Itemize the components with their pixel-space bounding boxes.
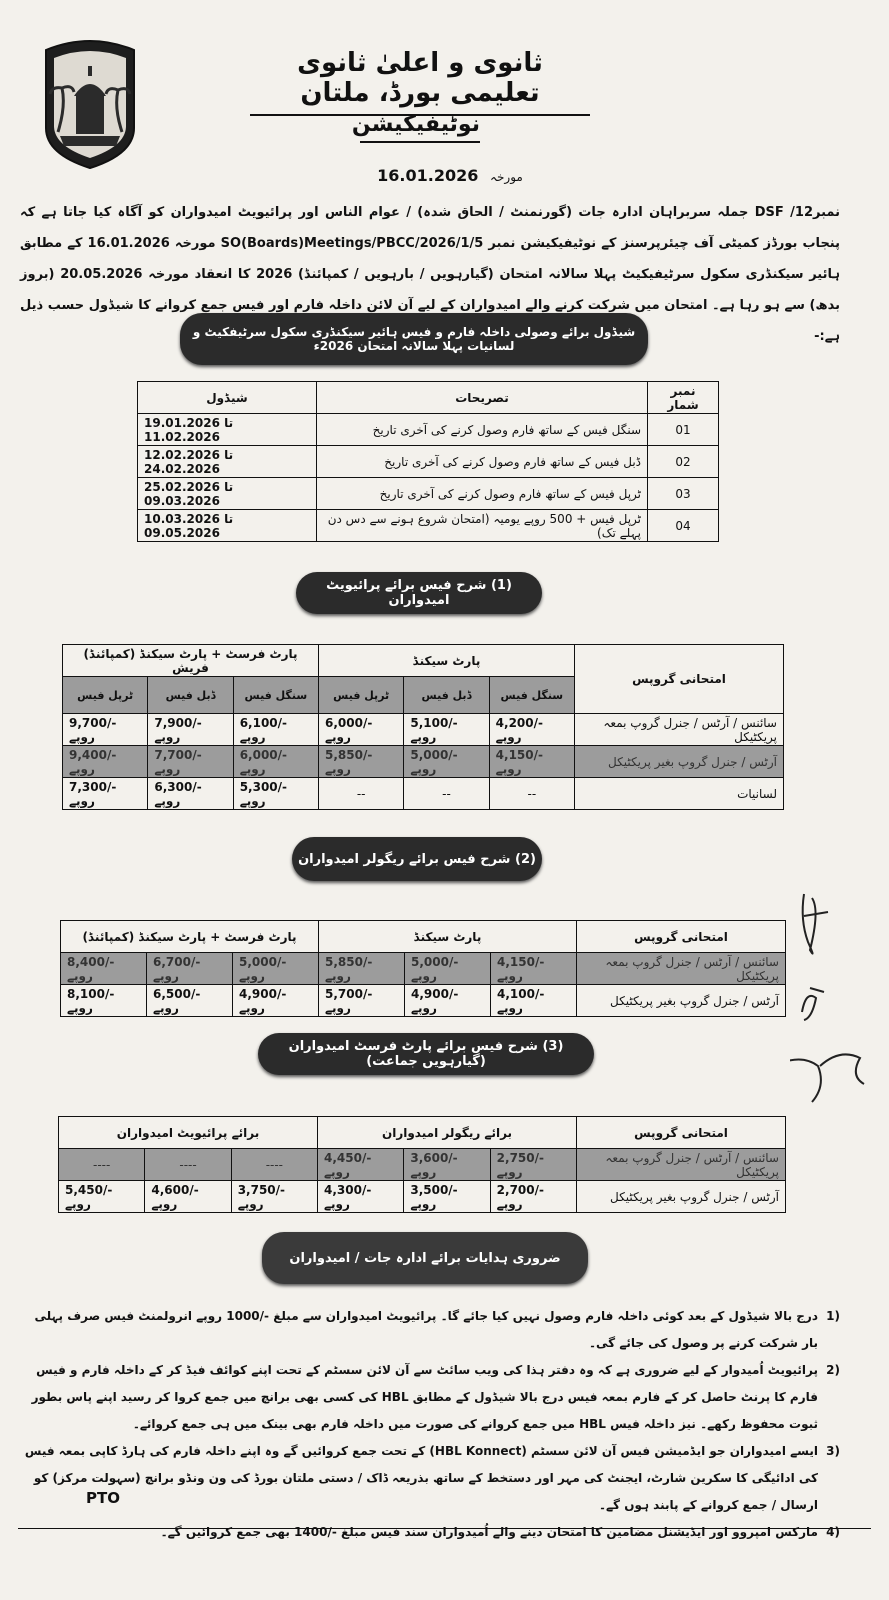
fee-cell: 4,600/- روپے: [145, 1181, 231, 1213]
fee-cell: 8,100/- روپے: [61, 985, 147, 1017]
board-crest-logo: [38, 36, 142, 170]
triple-fee-header: ٹرپل فیس: [319, 677, 404, 714]
row-description: ٹرپل فیس کے ساتھ فارم وصول کرنے کی آخری تاریخ: [317, 478, 648, 510]
fee-cell: 5,000/- روپے: [233, 953, 319, 985]
handwritten-initials: [790, 880, 880, 1160]
instruction-item: [20, 1303, 840, 1357]
fee-cell: 5,100/- روپے: [404, 714, 489, 746]
item-number: 3): [826, 1444, 840, 1458]
row-schedule: 25.02.2026 تا 09.03.2026: [138, 478, 317, 510]
row-description: ٹرپل فیس + 500 روپے یومیہ (امتحان شروع ہونے سے دس دن پہلے تک): [317, 510, 648, 542]
group-header: امتحانی گروپس: [577, 921, 786, 953]
schedule-banner: شیڈول برائے وصولی داخلہ فارم و فیس ہائیر سیکنڈری سکول سرٹیفکیٹ و لسانیات پہلا سالانہ امتحان 2026ء: [180, 313, 648, 365]
private-fees-banner: (1) شرح فیس برائے پرائیویٹ امیدواران: [296, 572, 542, 614]
table-row: [63, 778, 784, 810]
group-header: امتحانی گروپس: [577, 1117, 786, 1149]
col-description-header: تصریحات: [317, 382, 648, 414]
fee-cell: 2,750/- روپے: [490, 1149, 576, 1181]
item-number: 4): [826, 1525, 840, 1539]
schedule-table: [137, 381, 719, 542]
table-row: [59, 1181, 786, 1213]
private-header: برائے پرائیویٹ امیدواران: [59, 1117, 318, 1149]
notification-title: نوٹیفیکیشن: [360, 112, 480, 143]
table-row: [138, 446, 719, 478]
date-value: 16.01.2026: [377, 166, 479, 185]
row-group: آرٹس / جنرل گروپ بغیر پریکٹیکل: [577, 985, 786, 1017]
fee-cell: 5,000/- روپے: [404, 746, 489, 778]
date-label: مورخہ: [489, 170, 523, 184]
regular-header: برائے ریگولر امیدواران: [318, 1117, 577, 1149]
fee-cell: 6,300/- روپے: [148, 778, 233, 810]
row-serial: 03: [648, 478, 719, 510]
row-group: آرٹس / جنرل گروپ بغیر پریکٹیکل: [575, 746, 784, 778]
fee-cell: 7,300/- روپے: [63, 778, 148, 810]
regular-fees-banner: (2) شرح فیس برائے ریگولر امیدواران: [292, 837, 542, 881]
col-serial-header: نمبر شمار: [648, 382, 719, 414]
fee-cell: 3,600/- روپے: [404, 1149, 490, 1181]
row-description: سنگل فیس کے ساتھ فارم وصول کرنے کی آخری تاریخ: [317, 414, 648, 446]
reference-number: نمبر12/ DSF: [754, 205, 841, 220]
row-schedule: 10.03.2026 تا 09.05.2026: [138, 510, 317, 542]
single-fee-header: سنگل فیس: [489, 677, 574, 714]
fee-cell: 5,700/- روپے: [319, 985, 405, 1017]
triple-fee-header: ٹرپل فیس: [63, 677, 148, 714]
row-group: آرٹس / جنرل گروپ بغیر پریکٹیکل: [577, 1181, 786, 1213]
table-row: [63, 714, 784, 746]
row-group: سائنس / آرٹس / جنرل گروپ بمعہ پریکٹیکل: [575, 714, 784, 746]
table-header-row: [63, 645, 784, 677]
fee-cell: 4,900/- روپے: [233, 985, 319, 1017]
fee-cell: 4,300/- روپے: [318, 1181, 404, 1213]
single-fee-header: سنگل فیس: [233, 677, 318, 714]
item-text: ایسے امیدواران جو ایڈمیشن فیس آن لائن سسٹم (HBL Konnect) کے تحت جمع کروائیں گے وہ اپنے داخلہ فارم کی ہارڈ کاپی بمعہ فیس کی ادائیگی کا سکرین شارٹ، ایجنٹ کی مہر اور دستخط کے ساتھ بذریعہ ڈاک / دستی ملتان بورڈ کی ون ونڈو برانچ (سہولت مرکز) کو ارسال / جمع کروانے کے پابند ہوں گے۔: [24, 1444, 818, 1512]
fee-cell: 5,850/- روپے: [319, 746, 404, 778]
combined-header: پارٹ فرسٹ + پارٹ سیکنڈ (کمپائنڈ) فریش: [63, 645, 319, 677]
fee-cell: ----: [145, 1149, 231, 1181]
fee-cell: 4,100/- روپے: [491, 985, 577, 1017]
table-row: [63, 746, 784, 778]
fee-cell: 7,900/- روپے: [148, 714, 233, 746]
fee-cell: 5,450/- روپے: [59, 1181, 145, 1213]
row-description: ڈبل فیس کے ساتھ فارم وصول کرنے کی آخری تاریخ: [317, 446, 648, 478]
fee-cell: 3,750/- روپے: [231, 1181, 317, 1213]
row-serial: 04: [648, 510, 719, 542]
fee-cell: 5,000/- روپے: [405, 953, 491, 985]
fee-cell: --: [404, 778, 489, 810]
row-group: لسانیات: [575, 778, 784, 810]
group-header: امتحانی گروپس: [575, 645, 784, 714]
row-serial: 01: [648, 414, 719, 446]
item-text: مارکس امپروو اور ایڈیشنل مضامین کا امتحان دینے والے اُمیدواران سند فیس مبلغ -/1400 بھی جمع کروائیں گے۔: [160, 1525, 818, 1539]
private-fees-table: [62, 644, 784, 810]
fee-cell: ----: [231, 1149, 317, 1181]
fee-cell: 6,500/- روپے: [147, 985, 233, 1017]
fee-cell: 6,700/- روپے: [147, 953, 233, 985]
fee-cell: 4,150/- روپے: [489, 746, 574, 778]
part2-header: پارٹ سیکنڈ: [319, 921, 577, 953]
fee-cell: 9,700/- روپے: [63, 714, 148, 746]
item-number: 2): [826, 1363, 840, 1377]
pto-label: PTO: [86, 1489, 120, 1507]
fee-cell: --: [319, 778, 404, 810]
fee-cell: 9,400/- روپے: [63, 746, 148, 778]
item-text: درج بالا شیڈول کے بعد کوئی داخلہ فارم وصول نہیں کیا جائے گا۔ پرائیویٹ امیدواران سے مبلغ -/1000 روپے انرولمنٹ فیس صرف پہلی بار شرکت کرنے پر وصول کی جائے گی۔: [34, 1309, 818, 1350]
row-group: سائنس / آرٹس / جنرل گروپ بمعہ پریکٹیکل: [577, 953, 786, 985]
row-group: سائنس / آرٹس / جنرل گروپ بمعہ پریکٹیکل: [577, 1149, 786, 1181]
fee-cell: 5,850/- روپے: [319, 953, 405, 985]
board-title: ثانوی و اعلیٰ ثانوی تعلیمی بورڈ، ملتان: [250, 48, 590, 116]
fee-cell: 4,900/- روپے: [405, 985, 491, 1017]
col-schedule-header: شیڈول: [138, 382, 317, 414]
instruction-item: [20, 1357, 840, 1438]
table-row: [138, 414, 719, 446]
table-row: [138, 510, 719, 542]
fee-cell: 6,100/- روپے: [233, 714, 318, 746]
row-schedule: 12.02.2026 تا 24.02.2026: [138, 446, 317, 478]
fee-cell: ----: [59, 1149, 145, 1181]
row-serial: 02: [648, 446, 719, 478]
table-row: [59, 1149, 786, 1181]
fee-cell: 5,300/- روپے: [233, 778, 318, 810]
table-row: [138, 478, 719, 510]
instructions-list: [20, 1303, 840, 1546]
item-text: پرائیویٹ اُمیدوار کے لیے ضروری ہے کہ وہ دفتر ہذا کی ویب سائٹ سے آن لائن سسٹم کے تحت اپنے کوائف فیڈ کر کے داخلہ فارم و فیس فارم کا پرنٹ حاصل کر کے فارم بمعہ فیس درج بالا شیڈول کے مطابق HBL کی کسی بھی برانچ میں جمع کروا کر رسید اپنے پاس بطور ثبوت محفوظ رکھے۔ نیز داخلہ فیس HBL میں جمع کروانے کی صورت میں داخلہ فارم بھی بینک میں ہی جمع کروائے۔: [31, 1363, 818, 1431]
instruction-item: [20, 1438, 840, 1519]
double-fee-header: ڈبل فیس: [404, 677, 489, 714]
part1-fees-banner: (3) شرح فیس برائے پارٹ فرسٹ امیدواران (گیارہویں جماعت): [258, 1033, 594, 1075]
fee-cell: 4,200/- روپے: [489, 714, 574, 746]
table-row: [61, 953, 786, 985]
table-header-row: [61, 921, 786, 953]
regular-fees-table: [60, 920, 786, 1017]
fee-cell: 4,450/- روپے: [318, 1149, 404, 1181]
double-fee-header: ڈبل فیس: [148, 677, 233, 714]
part2-header: پارٹ سیکنڈ: [319, 645, 575, 677]
fee-cell: --: [489, 778, 574, 810]
table-header-row: [138, 382, 719, 414]
fee-cell: 6,000/- روپے: [319, 714, 404, 746]
combined-header: پارٹ فرسٹ + پارٹ سیکنڈ (کمپائنڈ): [61, 921, 319, 953]
table-row: [61, 985, 786, 1017]
item-number: 1): [826, 1309, 840, 1323]
fee-cell: 7,700/- روپے: [148, 746, 233, 778]
instructions-banner: ضروری ہدایات برائے ادارہ جات / امیدواران: [262, 1232, 588, 1284]
part1-fees-table: [58, 1116, 786, 1213]
row-schedule: 19.01.2026 تا 11.02.2026: [138, 414, 317, 446]
instruction-item: [20, 1519, 840, 1546]
fee-cell: 6,000/- روپے: [233, 746, 318, 778]
fee-cell: 2,700/- روپے: [490, 1181, 576, 1213]
fee-cell: 8,400/- روپے: [61, 953, 147, 985]
footer-divider: [18, 1528, 871, 1529]
intro-text: جملہ سربراہان ادارہ جات (گورنمنٹ / الحاق شدہ) / عوام الناس اور پرائیویٹ امیدواران کو آگاہ کیا جاتا ہے کہ پنجاب بورڈز کمیٹی آف چیئرپرسنز کے نوٹیفیکیشن نمبر SO(Boards)Meetings/PBCC/2026/1/5 مورخہ 16.01.2026 کے مطابق ہائیر سیکنڈری سکول سرٹیفیکیٹ پہلا سالانہ امتحان (گیارہویں / بارہویں / کمپائنڈ) 2026 کا انعقاد مورخہ 20.05.2026 (بروز بدھ) سے ہو رہا ہے۔ امتحان میں شرکت کرنے والے امیدواران کے لیے آن لائن داخلہ فارم اور فیس جمع کروانے کا شیڈول حسب ذیل ہے:-: [20, 205, 840, 344]
fee-cell: 3,500/- روپے: [404, 1181, 490, 1213]
table-header-row: [59, 1117, 786, 1149]
fee-cell: 4,150/- روپے: [491, 953, 577, 985]
notification-date: [350, 166, 550, 185]
